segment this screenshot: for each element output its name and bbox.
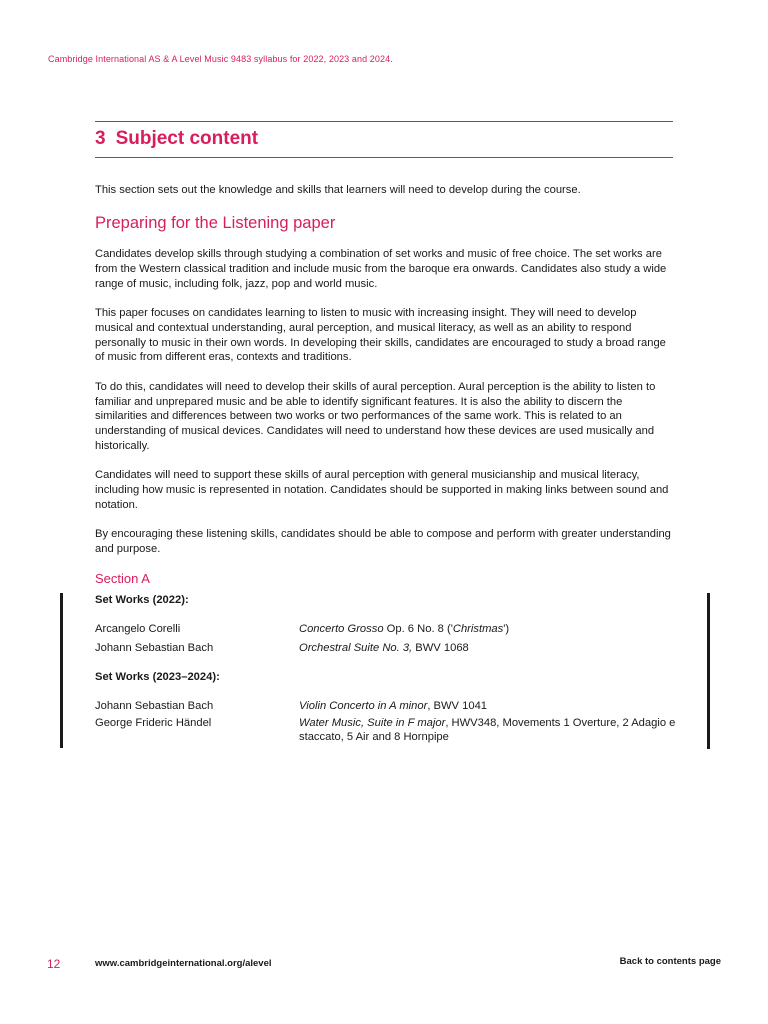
set-works-2022 <box>95 593 685 655</box>
paragraph: To do this, candidates will need to develop their skills of aural perception. Aural perception is the ability to listen to familiar and unprepared music and be able to identify significant features. It is also the ability to discern the similarities and differences between two works or two performances of the same work. This is related to an understanding of musical devices. Candidates will need to understand how these devices are used musically and historically. <box>95 380 656 452</box>
change-bar-right <box>707 593 710 749</box>
composer-name: George Frideric Händel <box>95 716 212 729</box>
work-title: Orchestral Suite No. 3, BWV 1068 <box>299 641 469 654</box>
section-a-heading: Section A <box>95 571 150 586</box>
set-works-2022-title: Set Works (2022): <box>95 594 189 606</box>
set-work-row <box>95 716 685 746</box>
section-heading <box>95 128 258 150</box>
section-intro: This section sets out the knowledge and skills that learners will need to develop during the course. <box>95 184 581 196</box>
work-title: Water Music, Suite in F major, HWV348, Movements 1 Overture, 2 Adagio e staccato, 5 Air and 8 Hornpipe <box>299 716 676 744</box>
listening-heading: Preparing for the Listening paper <box>95 214 336 232</box>
set-work-row <box>95 622 685 637</box>
change-bar-left <box>60 593 63 748</box>
work-title: Concerto Grosso Op. 6 No. 8 ('Christmas') <box>299 622 510 635</box>
section-title: Subject content <box>115 128 259 149</box>
composer-name: Johann Sebastian Bach <box>95 699 214 712</box>
section-number: 3 <box>95 128 106 149</box>
set-works-2023-2024 <box>95 670 685 745</box>
heading-rule-bottom <box>95 157 673 158</box>
back-to-contents-link[interactable]: Back to contents page <box>619 956 721 967</box>
composer-name: Johann Sebastian Bach <box>95 641 214 654</box>
heading-rule-top <box>95 121 673 122</box>
page-number: 12 <box>47 957 61 971</box>
composer-name: Arcangelo Corelli <box>95 622 181 635</box>
running-header: Cambridge International AS & A Level Music 9483 syllabus for 2022, 2023 and 2024. <box>48 54 393 64</box>
paragraph: This paper focuses on candidates learning to listen to music with increasing insight. They will need to develop musical and contextual understanding, aural perception, and musical literacy, as well as an ability to respond personally to music in their own words. In developing their skills, candidates are encouraged to study a broad range of music from different eras, contexts and traditions. <box>95 306 666 364</box>
set-works-2023-title: Set Works (2023–2024): <box>95 671 220 683</box>
set-work-row <box>95 641 685 656</box>
paragraph: By encouraging these listening skills, candidates should be able to compose and perform with greater understanding and purpose. <box>95 528 671 556</box>
listening-body <box>95 247 675 572</box>
work-title: Violin Concerto in A minor, BWV 1041 <box>299 699 488 712</box>
paragraph: Candidates develop skills through studying a combination of set works and music of free choice. The set works are from the Western classical tradition and include music from the baroque era onwards. Candidates also study a wide range of music, including folk, jazz, pop and world music. <box>95 248 667 290</box>
paragraph: Candidates will need to support these skills of aural perception with general musicianship and musical literacy, including how music is represented in notation. Candidates should be supported in making links between sound and notation. <box>95 469 669 511</box>
set-work-row <box>95 699 685 714</box>
website-link[interactable]: www.cambridgeinternational.org/alevel <box>95 958 272 969</box>
